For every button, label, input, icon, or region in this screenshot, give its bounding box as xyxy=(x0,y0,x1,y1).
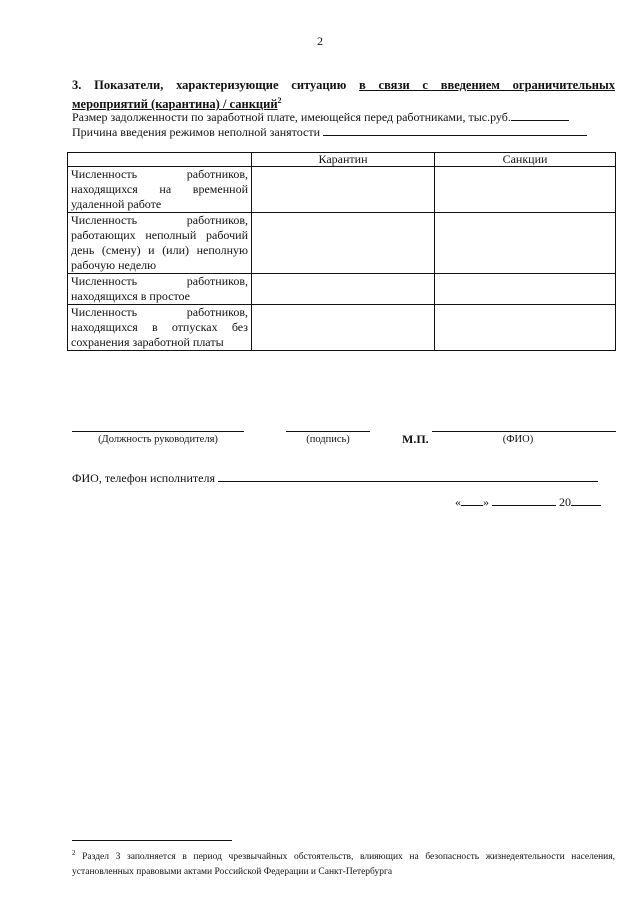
table-row xyxy=(68,305,616,351)
table-header-row xyxy=(68,153,616,167)
executor-label: ФИО, телефон исполнителя xyxy=(72,471,215,485)
footnote-separator xyxy=(72,840,232,841)
table-row xyxy=(68,274,616,305)
position-signature-line[interactable] xyxy=(72,431,244,432)
cell-quarantine[interactable] xyxy=(252,213,435,274)
reason-label: Причина введения режимов неполной занятости xyxy=(72,125,321,139)
row-label: Численность работников, находящихся на временной удаленной работе xyxy=(68,167,252,213)
row-label: Численность работников, находящихся в отпусках без сохранения заработной платы xyxy=(68,305,252,351)
debt-input[interactable] xyxy=(511,109,569,121)
stamp-label: М.П. xyxy=(402,432,429,446)
section-title-underlined: в связи с введением ограничительных мероприятий (карантина) / санкций xyxy=(72,78,615,112)
cell-quarantine[interactable] xyxy=(252,167,435,213)
footnote-number: 2 xyxy=(72,849,76,857)
position-caption: (Должность руководителя) xyxy=(98,434,218,445)
name-signature-line[interactable] xyxy=(432,431,616,432)
date-open-quote: « xyxy=(455,495,461,509)
date-line xyxy=(455,494,601,510)
page-number: 2 xyxy=(317,34,323,48)
signature-caption: (подпись) xyxy=(306,434,350,445)
cell-sanctions[interactable] xyxy=(435,274,616,305)
footnote-text: Раздел 3 заполняется в период чрезвычайных обстоятельств, влияющих на безопасность жизнедеятельности населения, установленных правовыми актами Российской Федерации и Санкт-Петербурга xyxy=(72,852,616,878)
section-title xyxy=(72,77,615,112)
cell-quarantine[interactable] xyxy=(252,274,435,305)
cell-sanctions[interactable] xyxy=(435,213,616,274)
section-title-main: 3. Показатели, характеризующие ситуацию xyxy=(72,78,360,92)
executor-line xyxy=(72,470,598,486)
row-label: Численность работников, работающих неполный рабочий день (смену) и (или) неполную рабочую неделю xyxy=(68,213,252,274)
header-quarantine: Карантин xyxy=(252,153,435,167)
cell-quarantine[interactable] xyxy=(252,305,435,351)
header-sanctions: Санкции xyxy=(435,153,616,167)
day-input[interactable] xyxy=(461,494,483,506)
cell-sanctions[interactable] xyxy=(435,167,616,213)
debt-label: Размер задолженности по заработной плате, имеющейся перед работниками, тыс.руб. xyxy=(72,110,511,124)
table-row xyxy=(68,167,616,213)
executor-input[interactable] xyxy=(218,470,598,482)
date-close-quote: » xyxy=(483,495,489,509)
month-input[interactable] xyxy=(492,494,556,506)
year-prefix: 20 xyxy=(559,495,571,509)
table-row xyxy=(68,213,616,274)
indicators-table xyxy=(67,152,616,351)
signature-line[interactable] xyxy=(286,431,370,432)
reason-line xyxy=(72,124,587,140)
debt-line xyxy=(72,109,569,125)
footnote-mark: 2 xyxy=(277,96,282,105)
header-empty xyxy=(68,153,252,167)
footnote xyxy=(72,846,615,880)
row-label: Численность работников, находящихся в простое xyxy=(68,274,252,305)
reason-input[interactable] xyxy=(323,124,587,136)
cell-sanctions[interactable] xyxy=(435,305,616,351)
name-caption: (ФИО) xyxy=(502,434,534,445)
year-input[interactable] xyxy=(571,494,601,506)
